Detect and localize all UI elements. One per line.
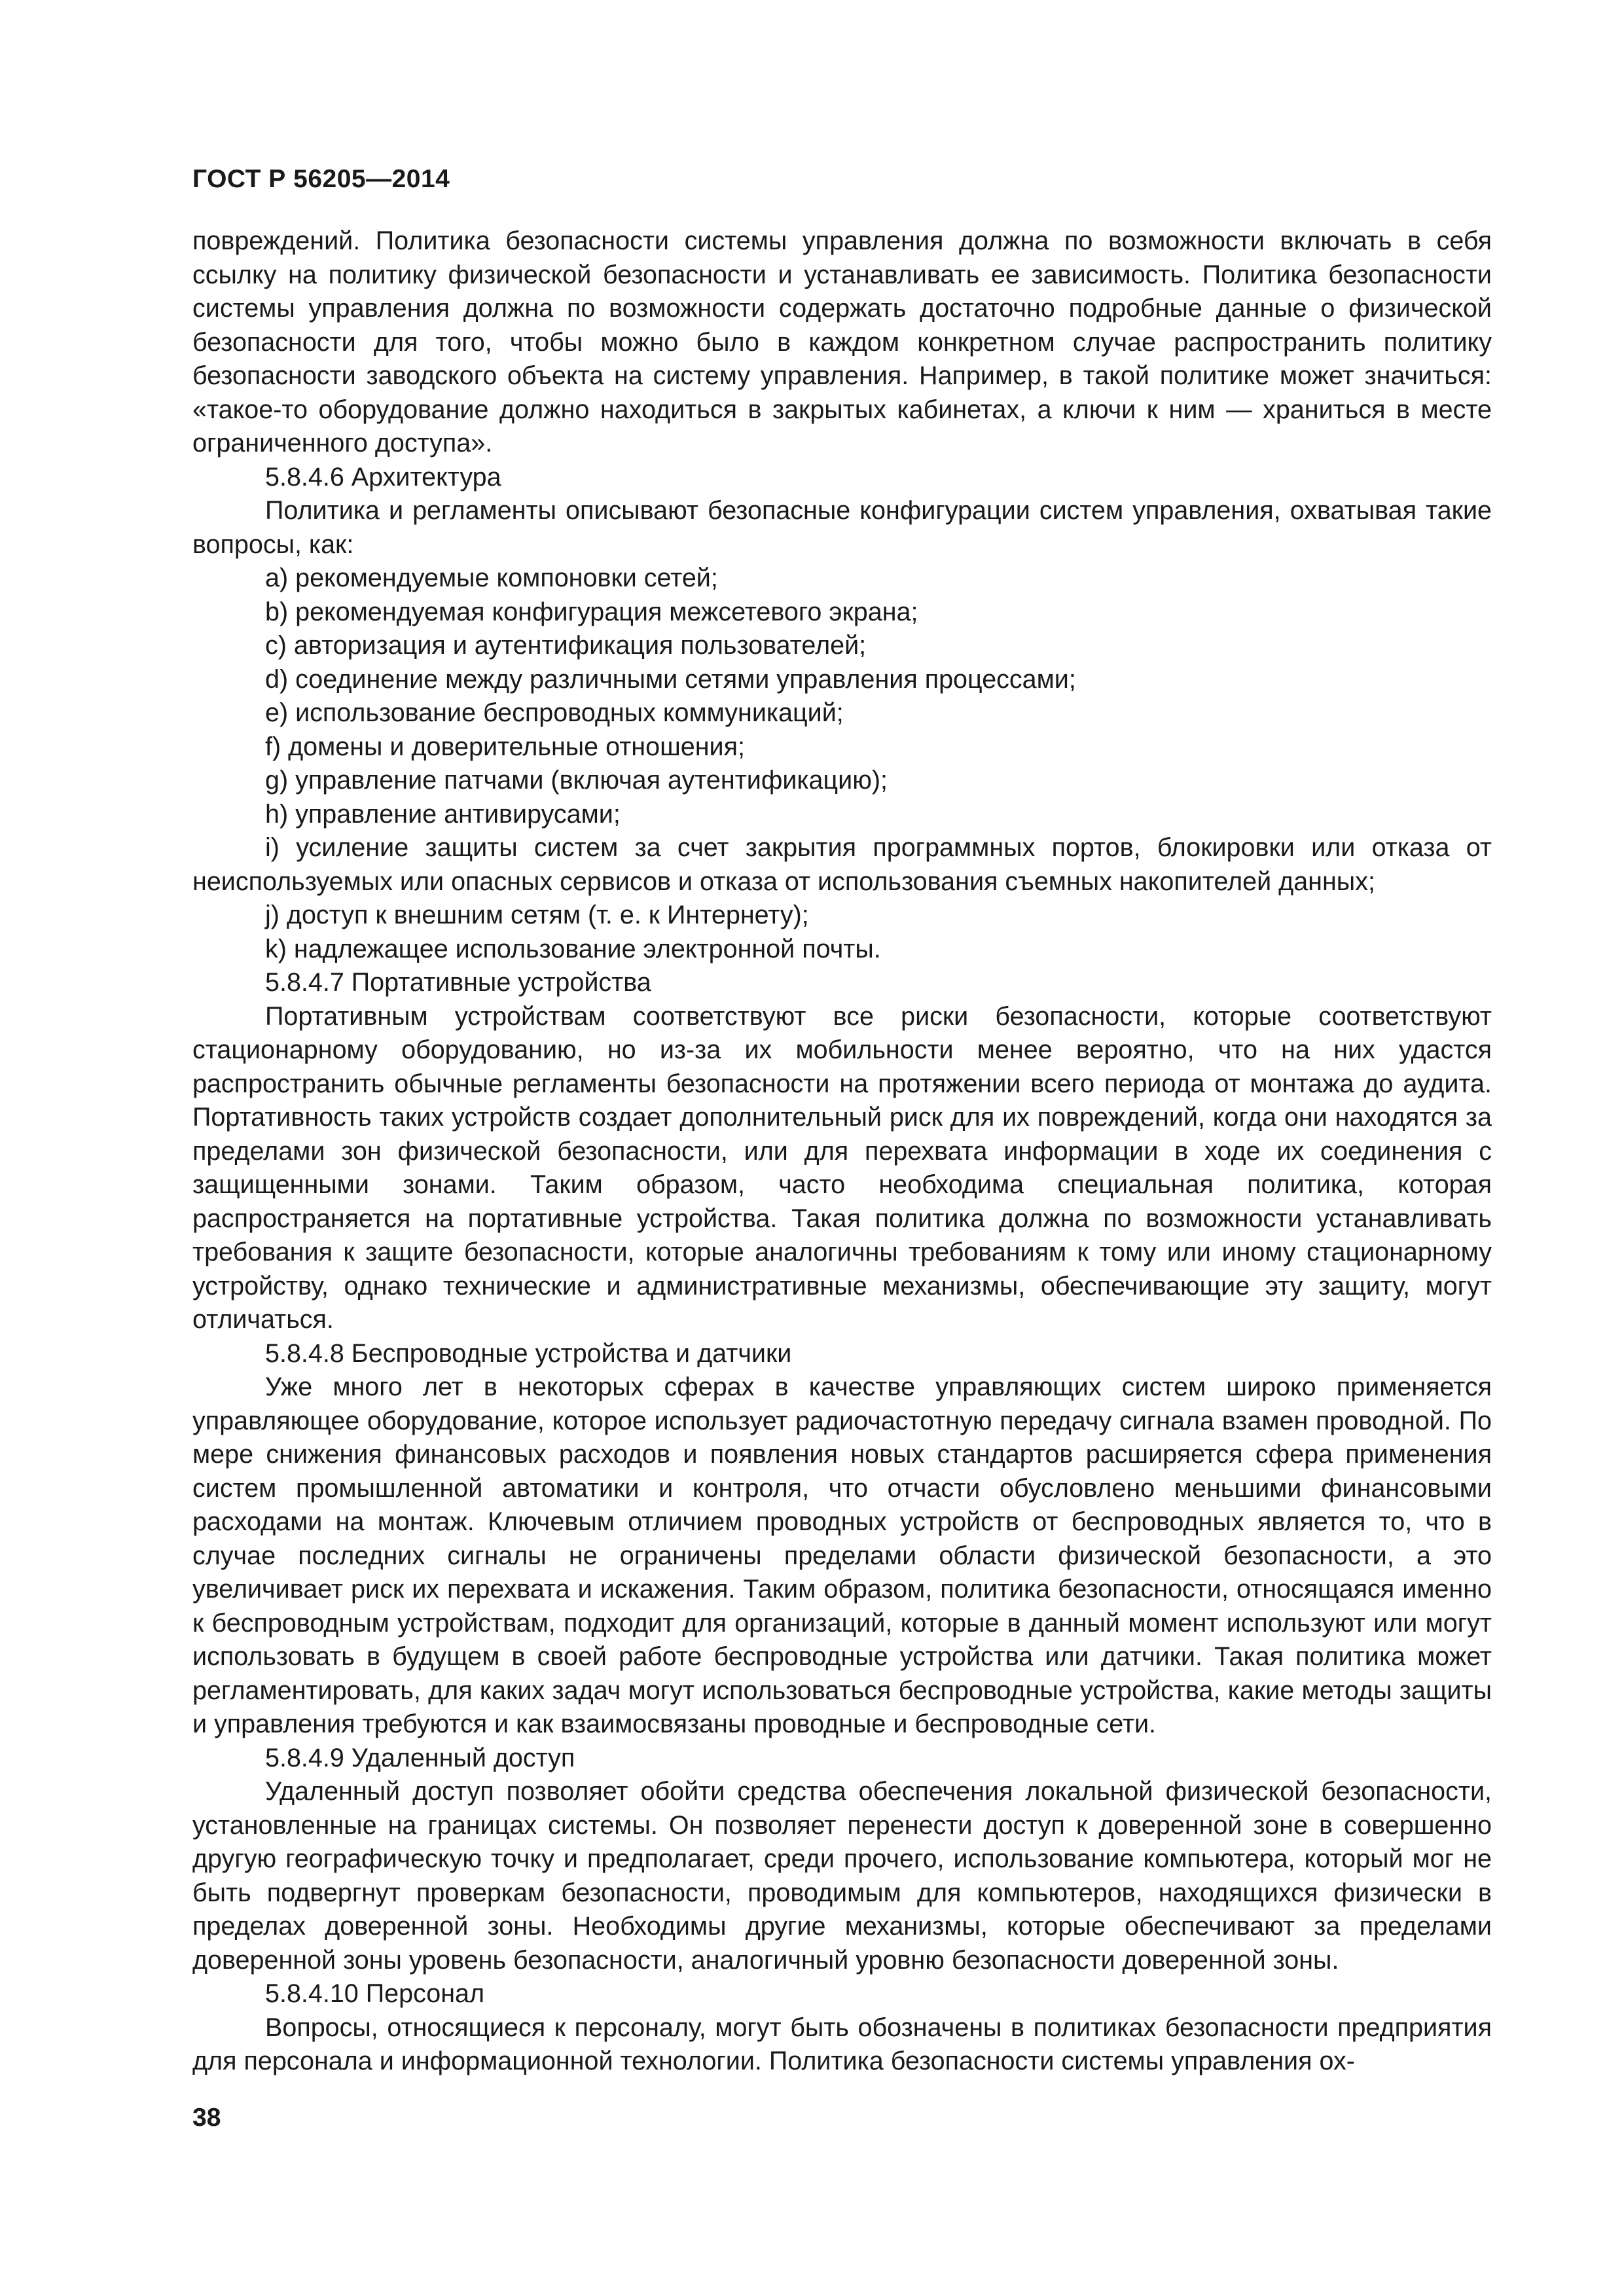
section-heading-5-8-4-7: 5.8.4.7 Портативные устройства (265, 968, 651, 997)
section-heading-5-8-4-9: 5.8.4.9 Удаленный доступ (265, 1743, 575, 1772)
document-body (192, 224, 1492, 2079)
list-item: g) управление патчами (включая аутентификацию); (265, 766, 888, 795)
list-item: b) рекомендуемая конфигурация межсетевого экрана; (265, 597, 918, 626)
list-item: f) домены и доверительные отношения; (265, 732, 745, 761)
list-item: k) надлежащее использование электронной почты. (265, 934, 881, 963)
paragraph-personnel: Вопросы, относящиеся к персоналу, могут быть обозначены в политиках безопасности предприятия для персонала и информационной технологии. Политика безопасности системы управления ох- (192, 2013, 1492, 2075)
section-heading-5-8-4-10: 5.8.4.10 Персонал (265, 1979, 485, 2008)
page-number: 38 (192, 2104, 221, 2132)
list-item: e) использование беспроводных коммуникаций; (265, 698, 844, 727)
list-item: c) авторизация и аутентификация пользователей; (265, 631, 867, 660)
list-item: d) соединение между различными сетями управления процессами; (265, 664, 1076, 694)
paragraph-wireless-devices: Уже много лет в некоторых сферах в качестве управляющих систем широко применяется управляющее оборудование, которое использует радиочастотную передачу сигнала взамен проводной. По мере снижения финансовых расходов и появления новых стандартов расширяется сфера применения систем промышленной автоматики и контроля, что отчасти обусловлено меньшими финансовыми расходами на монтаж. Ключевым отличием проводных устройств от беспроводных является то, что в случае последних сигналы не ограничены пределами области физической безопасности, а это увеличивает риск их перехвата и искажения. Таким образом, политика безопасности, относящаяся именно к беспроводным устройствам, подходит для организаций, которые в данный момент используют или могут использовать в будущем в своей работе беспроводные устройства или датчики. Такая политика может регламентировать, для каких задач могут использоваться беспроводные устройства, какие методы защиты и управления требуются и как взаимосвязаны проводные и беспроводные сети. (192, 1372, 1492, 1738)
paragraph-portable-devices: Портативным устройствам соответствуют все риски безопасности, которые соответствуют стационарному оборудованию, но из-за их мобильности менее вероятно, что на них удастся распространить обычные регламенты безопасности на протяжении всего периода от монтажа до аудита. Портативность таких устройств создает дополнительный риск для их повреждений, когда они находятся за пределами зон физической безопасности, или для перехвата информации в ходе их соединения с защищенными зонами. Таким образом, часто необходима специальная политика, которая распространяется на портативные устройства. Такая политика должна по возможности устанавливать требования к защите безопасности, которые аналогичны требованиям к тому или иному стационарному устройству, однако технические и административные механизмы, обеспечивающие эту защиту, могут отличаться. (192, 1001, 1492, 1334)
paragraph-architecture-intro: Политика и регламенты описывают безопасные конфигурации систем управления, охватывая такие вопросы, как: (192, 496, 1492, 559)
section-heading-5-8-4-8: 5.8.4.8 Беспроводные устройства и датчики (265, 1338, 792, 1368)
list-item: j) доступ к внешним сетям (т. е. к Интернету); (265, 901, 809, 929)
document-header: ГОСТ Р 56205—2014 (192, 165, 450, 193)
list-item: a) рекомендуемые компоновки сетей; (265, 564, 718, 592)
paragraph-remote-access: Удаленный доступ позволяет обойти средства обеспечения локальной физической безопасности, установленные на границах системы. Он позволяет перенести доступ к доверенной зоне в совершенно другую географическую точку и предполагает, среди прочего, использование компьютера, который мог не быть подвергнут проверкам безопасности, проводимым для компьютеров, находящихся физически в пределах доверенной зоны. Необходимы другие механизмы, которые обеспечивают за пределами доверенной зоны уровень безопасности, аналогичный уровню безопасности доверенной зоны. (192, 1777, 1492, 1975)
section-heading-5-8-4-6: 5.8.4.6 Архитектура (265, 462, 501, 492)
paragraph-continued: повреждений. Политика безопасности системы управления должна по возможности включать в себя ссылку на политику физической безопасности и устанавливать ее зависимость. Политика безопасности системы управления должна по возможности содержать достаточно подробные данные о физической безопасности для того, чтобы можно было в каждом конкретном случае распространить политику безопасности заводского объекта на систему управления. Например, в такой политике может значиться: «такое-то оборудование должно находиться в закрытых кабинетах, а ключи к ним — храниться в месте ограниченного доступа». (192, 226, 1492, 457)
list-item: i) усиление защиты систем за счет закрытия программных портов, блокировки или отказа от неиспользуемых или опасных сервисов и отказа от использования съемных накопителей данных; (192, 833, 1492, 896)
list-item: h) управление антивирусами; (265, 799, 621, 829)
